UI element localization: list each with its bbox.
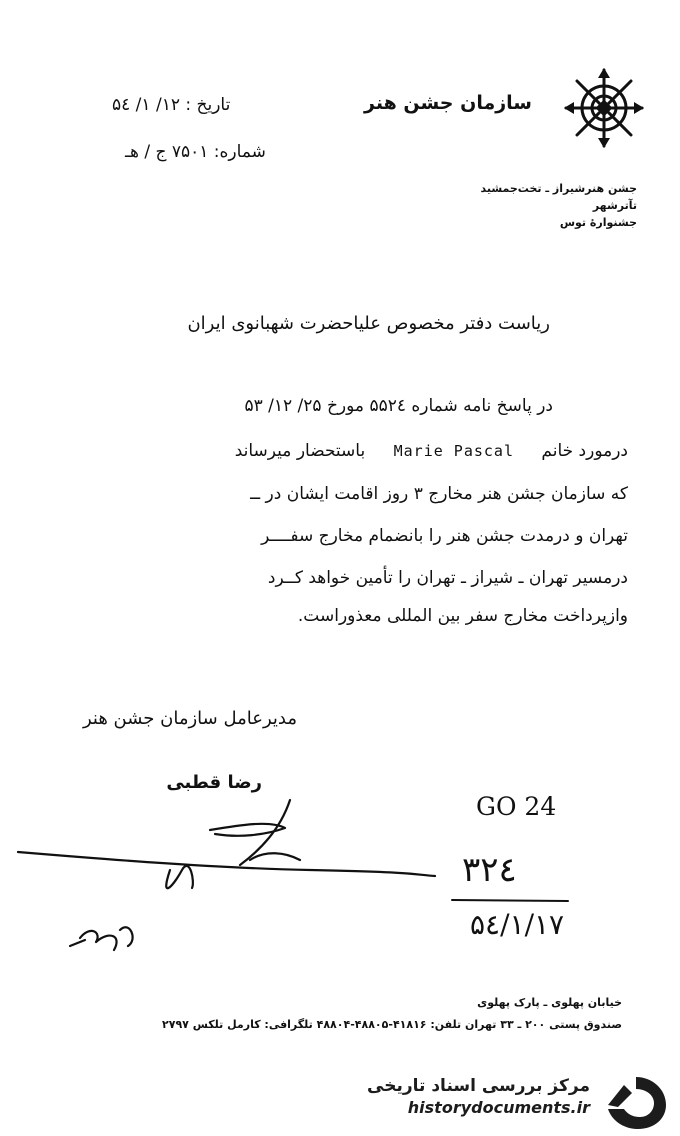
underline (450, 896, 570, 904)
festival-item: جشن هنرشیراز ـ تخت‌جمشید (480, 182, 637, 195)
signer-title: مدیرعامل سازمان جشن هنر (82, 708, 297, 729)
festival-item: تآترشهر (592, 199, 637, 212)
recipient-line: ریاست دفتر مخصوص علیاحضرت شهبانوی ایران (187, 313, 550, 334)
body-line: تهران و درمدت جشن هنر را بانضمام مخارج سفــــر (261, 526, 628, 546)
watermark-url: historydocuments.ir (407, 1098, 590, 1117)
reference-code: GO 24 (476, 792, 557, 821)
body-text: درمورد خانم (541, 441, 628, 461)
body-line (235, 441, 628, 461)
body-line: وازپرداخت مخارج سفر بین المللی معذوراست. (297, 606, 628, 626)
watermark-text (367, 1076, 590, 1117)
letter-number: شماره: ۷۵۰۱ ج / هـ (125, 142, 266, 162)
body-line: که سازمان جشن هنر مخارج ۳ روز اقامت ایشان در ــ (250, 484, 628, 504)
footer-contact: صندوق پستی ۲۰۰ ـ ۳۳ تهران تلفن: ۴۱۸۱۶-۴۸۸۰۵-۴۸۸۰۴ تلگرافی: کارمل تلکس ۲۷۹۷ (162, 1018, 622, 1031)
letter-date: تاریخ : ۱۲/ ۱/ ۵٤ (112, 95, 231, 115)
watermark-name: مرکز بررسی اسناد تاریخی (367, 1076, 590, 1096)
letter-footer (162, 992, 622, 1036)
festival-item: جشنوارهٔ توس (559, 216, 637, 229)
handwritten-number: ۳۲٤ (462, 850, 517, 890)
handwritten-date: ۵٤/۱/۱۷ (470, 908, 565, 941)
footer-address: خیابان پهلوی ـ پارک پهلوی (477, 996, 622, 1009)
organization-name: سازمان جشن هنر (364, 92, 532, 114)
body-text: باستحضار میرساند (234, 441, 366, 461)
festival-list (480, 180, 637, 231)
body-line: در پاسخ نامه شماره ۵۵۲٤ مورخ ۲۵/ ۱۲/ ۵۳ (244, 396, 553, 416)
organization-logo (562, 66, 646, 150)
watermark-logo (604, 1075, 668, 1131)
body-line: درمسیر تهران ـ شیراز ـ تهران را تأمین خواهد کــرد (267, 568, 628, 588)
signature-scribble (10, 790, 440, 960)
person-name: Marie Pascal (393, 442, 514, 460)
signer-name: رضا قطبی (166, 772, 262, 793)
